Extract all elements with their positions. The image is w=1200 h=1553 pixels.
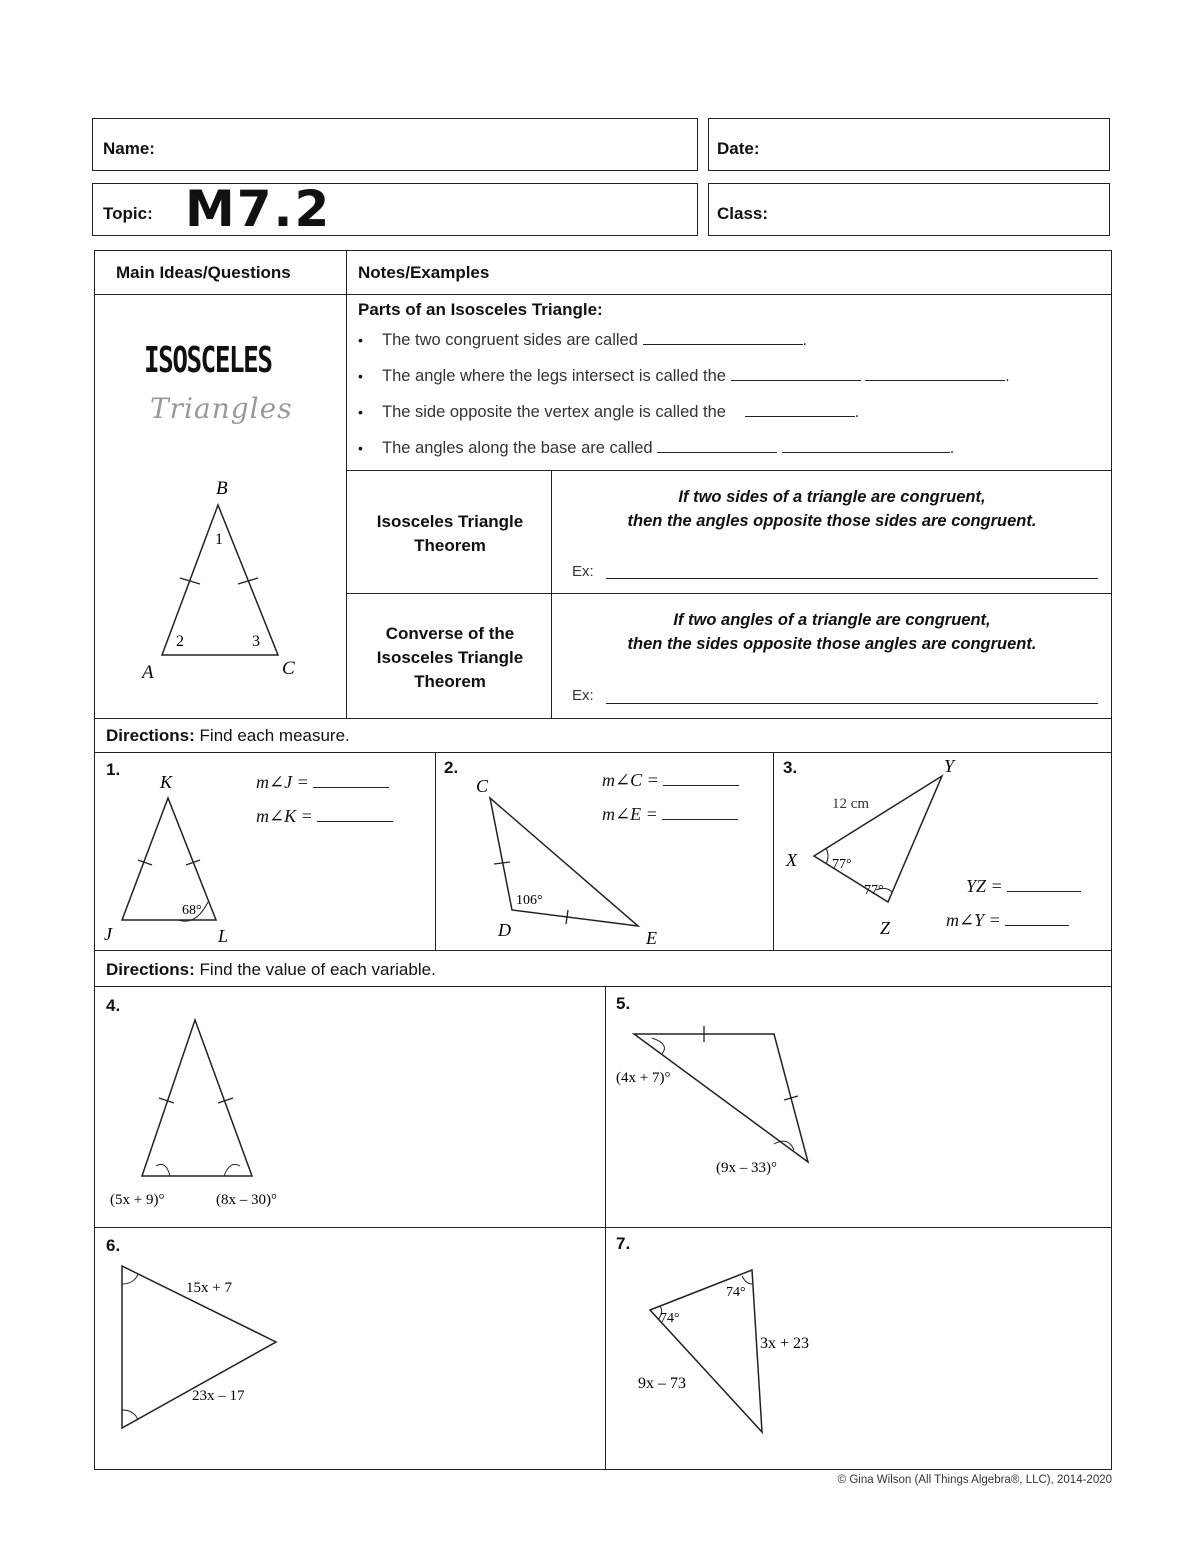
- vertex-label-x: X: [786, 850, 797, 870]
- angle-arc-top: [742, 1276, 752, 1284]
- left-column-heading: Main Ideas/Questions: [116, 263, 291, 282]
- notes-column-divider: [346, 250, 347, 718]
- expression-top-angle: (4x + 7)°: [616, 1070, 671, 1086]
- example-answer-line[interactable]: [606, 578, 1098, 579]
- theorem-row-divider: [346, 470, 1112, 471]
- vertex-label-c: C: [282, 658, 295, 679]
- vertex-label-z: Z: [880, 918, 891, 938]
- parts-list: [358, 328, 1118, 472]
- angle-arc-top: [122, 1274, 138, 1284]
- answer-blank[interactable]: [745, 402, 855, 417]
- vertex-label-y: Y: [944, 756, 955, 776]
- date-label: Date:: [717, 139, 760, 158]
- topic-handwritten-value: M7.2: [185, 180, 332, 238]
- isosceles-triangle: [142, 1020, 252, 1176]
- date-field-box[interactable]: [708, 118, 1110, 171]
- variable-row-top: [94, 986, 1112, 987]
- directions-find-measure: Directions: Find each measure.: [106, 726, 350, 745]
- theorem-statement-converse: If two angles of a triangle are congruent, then the sides opposite those angles are congruent.: [627, 611, 1037, 653]
- angle-value: 106°: [516, 893, 543, 908]
- name-label: Name:: [103, 139, 155, 158]
- vertex-label-c: C: [476, 776, 489, 796]
- vertex-label-k: K: [160, 772, 173, 792]
- topic-field-box[interactable]: [92, 180, 698, 238]
- class-label: Class:: [717, 204, 769, 223]
- angle-label-2: 2: [176, 633, 184, 650]
- angle-value-top: 74°: [726, 1285, 746, 1300]
- theorem-name-divider: [551, 470, 552, 718]
- answer-blank[interactable]: [643, 330, 803, 345]
- measure-col-divider: [435, 752, 436, 950]
- expression-right-side: 3x + 23: [760, 1335, 810, 1352]
- expression-left-side: 9x – 73: [638, 1375, 686, 1392]
- side-title-triangles: Triangles: [150, 392, 293, 425]
- heading-row-divider: [94, 294, 1112, 295]
- angle-value-left: 74°: [660, 1311, 680, 1326]
- theorem-name-isosceles: Isosceles Triangle Theorem: [376, 512, 524, 555]
- isosceles-diagram: [130, 470, 330, 690]
- answer-blank[interactable]: [657, 438, 777, 453]
- answer-blank[interactable]: [1005, 911, 1069, 926]
- theorem-statement-isosceles: If two sides of a triangle are congruent, then the angles opposite those sides are congruent.: [627, 488, 1037, 530]
- question-angle-y: m∠Y =: [946, 910, 1069, 931]
- expression-bottom-side: 23x – 17: [192, 1388, 245, 1404]
- copyright-footer: © Gina Wilson (All Things Algebra®, LLC), 2014-2020: [837, 1474, 1112, 1486]
- list-item: • The angle where the legs intersect is called the .: [358, 364, 1118, 400]
- theorem-name-converse: Converse of the Isosceles Triangle Theorem: [376, 624, 524, 691]
- answer-blank[interactable]: [663, 771, 739, 786]
- example-answer-line[interactable]: [606, 703, 1098, 704]
- vertex-label-l: L: [218, 926, 229, 946]
- triangle-jkl: [122, 798, 216, 920]
- problem-number: 1.: [106, 760, 121, 779]
- list-item: • The side opposite the vertex angle is called the .: [358, 400, 1118, 436]
- angle-value-x: 77°: [832, 857, 852, 872]
- name-field-box[interactable]: [92, 118, 698, 171]
- expression-top-side: 15x + 7: [186, 1280, 232, 1296]
- side-title-isosceles: ISOSCELES: [144, 340, 272, 381]
- problem-6-diagram: [100, 1250, 340, 1460]
- problem-number: 5.: [616, 994, 631, 1013]
- vertex-label-a: A: [142, 662, 154, 683]
- topic-label: Topic:: [103, 204, 153, 223]
- problem-4-diagram: [100, 1010, 320, 1220]
- problem-number: 2.: [444, 758, 459, 777]
- problem-number: 4.: [106, 996, 121, 1015]
- angle-label-3: 3: [252, 633, 260, 650]
- vertex-label-e: E: [646, 928, 657, 948]
- answer-blank[interactable]: [317, 807, 393, 822]
- directions-find-variable: Directions: Find the value of each variable.: [106, 960, 436, 979]
- example-label: Ex:: [572, 563, 594, 580]
- vertex-label-d: D: [498, 920, 511, 940]
- variable-row-middle: [94, 1227, 1112, 1228]
- expression-bottom-angle: (9x – 33)°: [716, 1160, 777, 1176]
- problem-5-diagram: [612, 1010, 852, 1220]
- measure-col-divider: [773, 752, 774, 950]
- question-angle-k: m∠K =: [256, 806, 393, 827]
- side-length: 12 cm: [832, 796, 870, 812]
- answer-blank[interactable]: [865, 366, 1005, 381]
- angle-arc-left: [156, 1164, 170, 1176]
- angle-value-z: 77°: [864, 883, 884, 898]
- problem-2-diagram: [470, 768, 670, 948]
- question-angle-c: m∠C =: [602, 770, 739, 791]
- list-item: • The two congruent sides are called .: [358, 328, 1118, 364]
- list-item: • The angles along the base are called .: [358, 436, 1118, 472]
- theorem-row-divider: [346, 593, 1112, 594]
- class-field-box[interactable]: [708, 183, 1110, 236]
- theorem-section-bottom: [94, 718, 1112, 719]
- vertex-label-b: B: [216, 478, 228, 499]
- problem-number: 6.: [106, 1236, 121, 1255]
- parts-heading: Parts of an Isosceles Triangle:: [358, 300, 603, 319]
- angle-arc-right: [224, 1164, 240, 1176]
- angle-arc-bottom: [122, 1410, 138, 1420]
- angle-arc-x: [826, 848, 828, 864]
- right-column-heading: Notes/Examples: [358, 263, 490, 282]
- variable-col-divider: [605, 986, 606, 1470]
- expression-left-angle: (5x + 9)°: [110, 1192, 165, 1208]
- problem-7-diagram: [630, 1256, 850, 1456]
- measure-row-bottom: [94, 950, 1112, 951]
- answer-blank[interactable]: [313, 773, 389, 788]
- problem-number: 3.: [783, 758, 798, 777]
- answer-blank[interactable]: [662, 805, 738, 820]
- question-side-yz: YZ =: [966, 876, 1081, 897]
- problem-number: 7.: [616, 1234, 631, 1253]
- angle-value: 68°: [182, 903, 202, 918]
- question-angle-j: m∠J =: [256, 772, 389, 793]
- answer-blank[interactable]: [782, 438, 950, 453]
- angle-label-1: 1: [215, 531, 223, 548]
- expression-right-angle: (8x – 30)°: [216, 1192, 277, 1208]
- problem-1-diagram: [100, 768, 250, 948]
- vertex-label-j: J: [104, 924, 112, 944]
- answer-blank[interactable]: [731, 366, 861, 381]
- answer-blank[interactable]: [1007, 877, 1081, 892]
- isosceles-triangle: [634, 1034, 808, 1162]
- example-label: Ex:: [572, 687, 594, 704]
- question-angle-e: m∠E =: [602, 804, 738, 825]
